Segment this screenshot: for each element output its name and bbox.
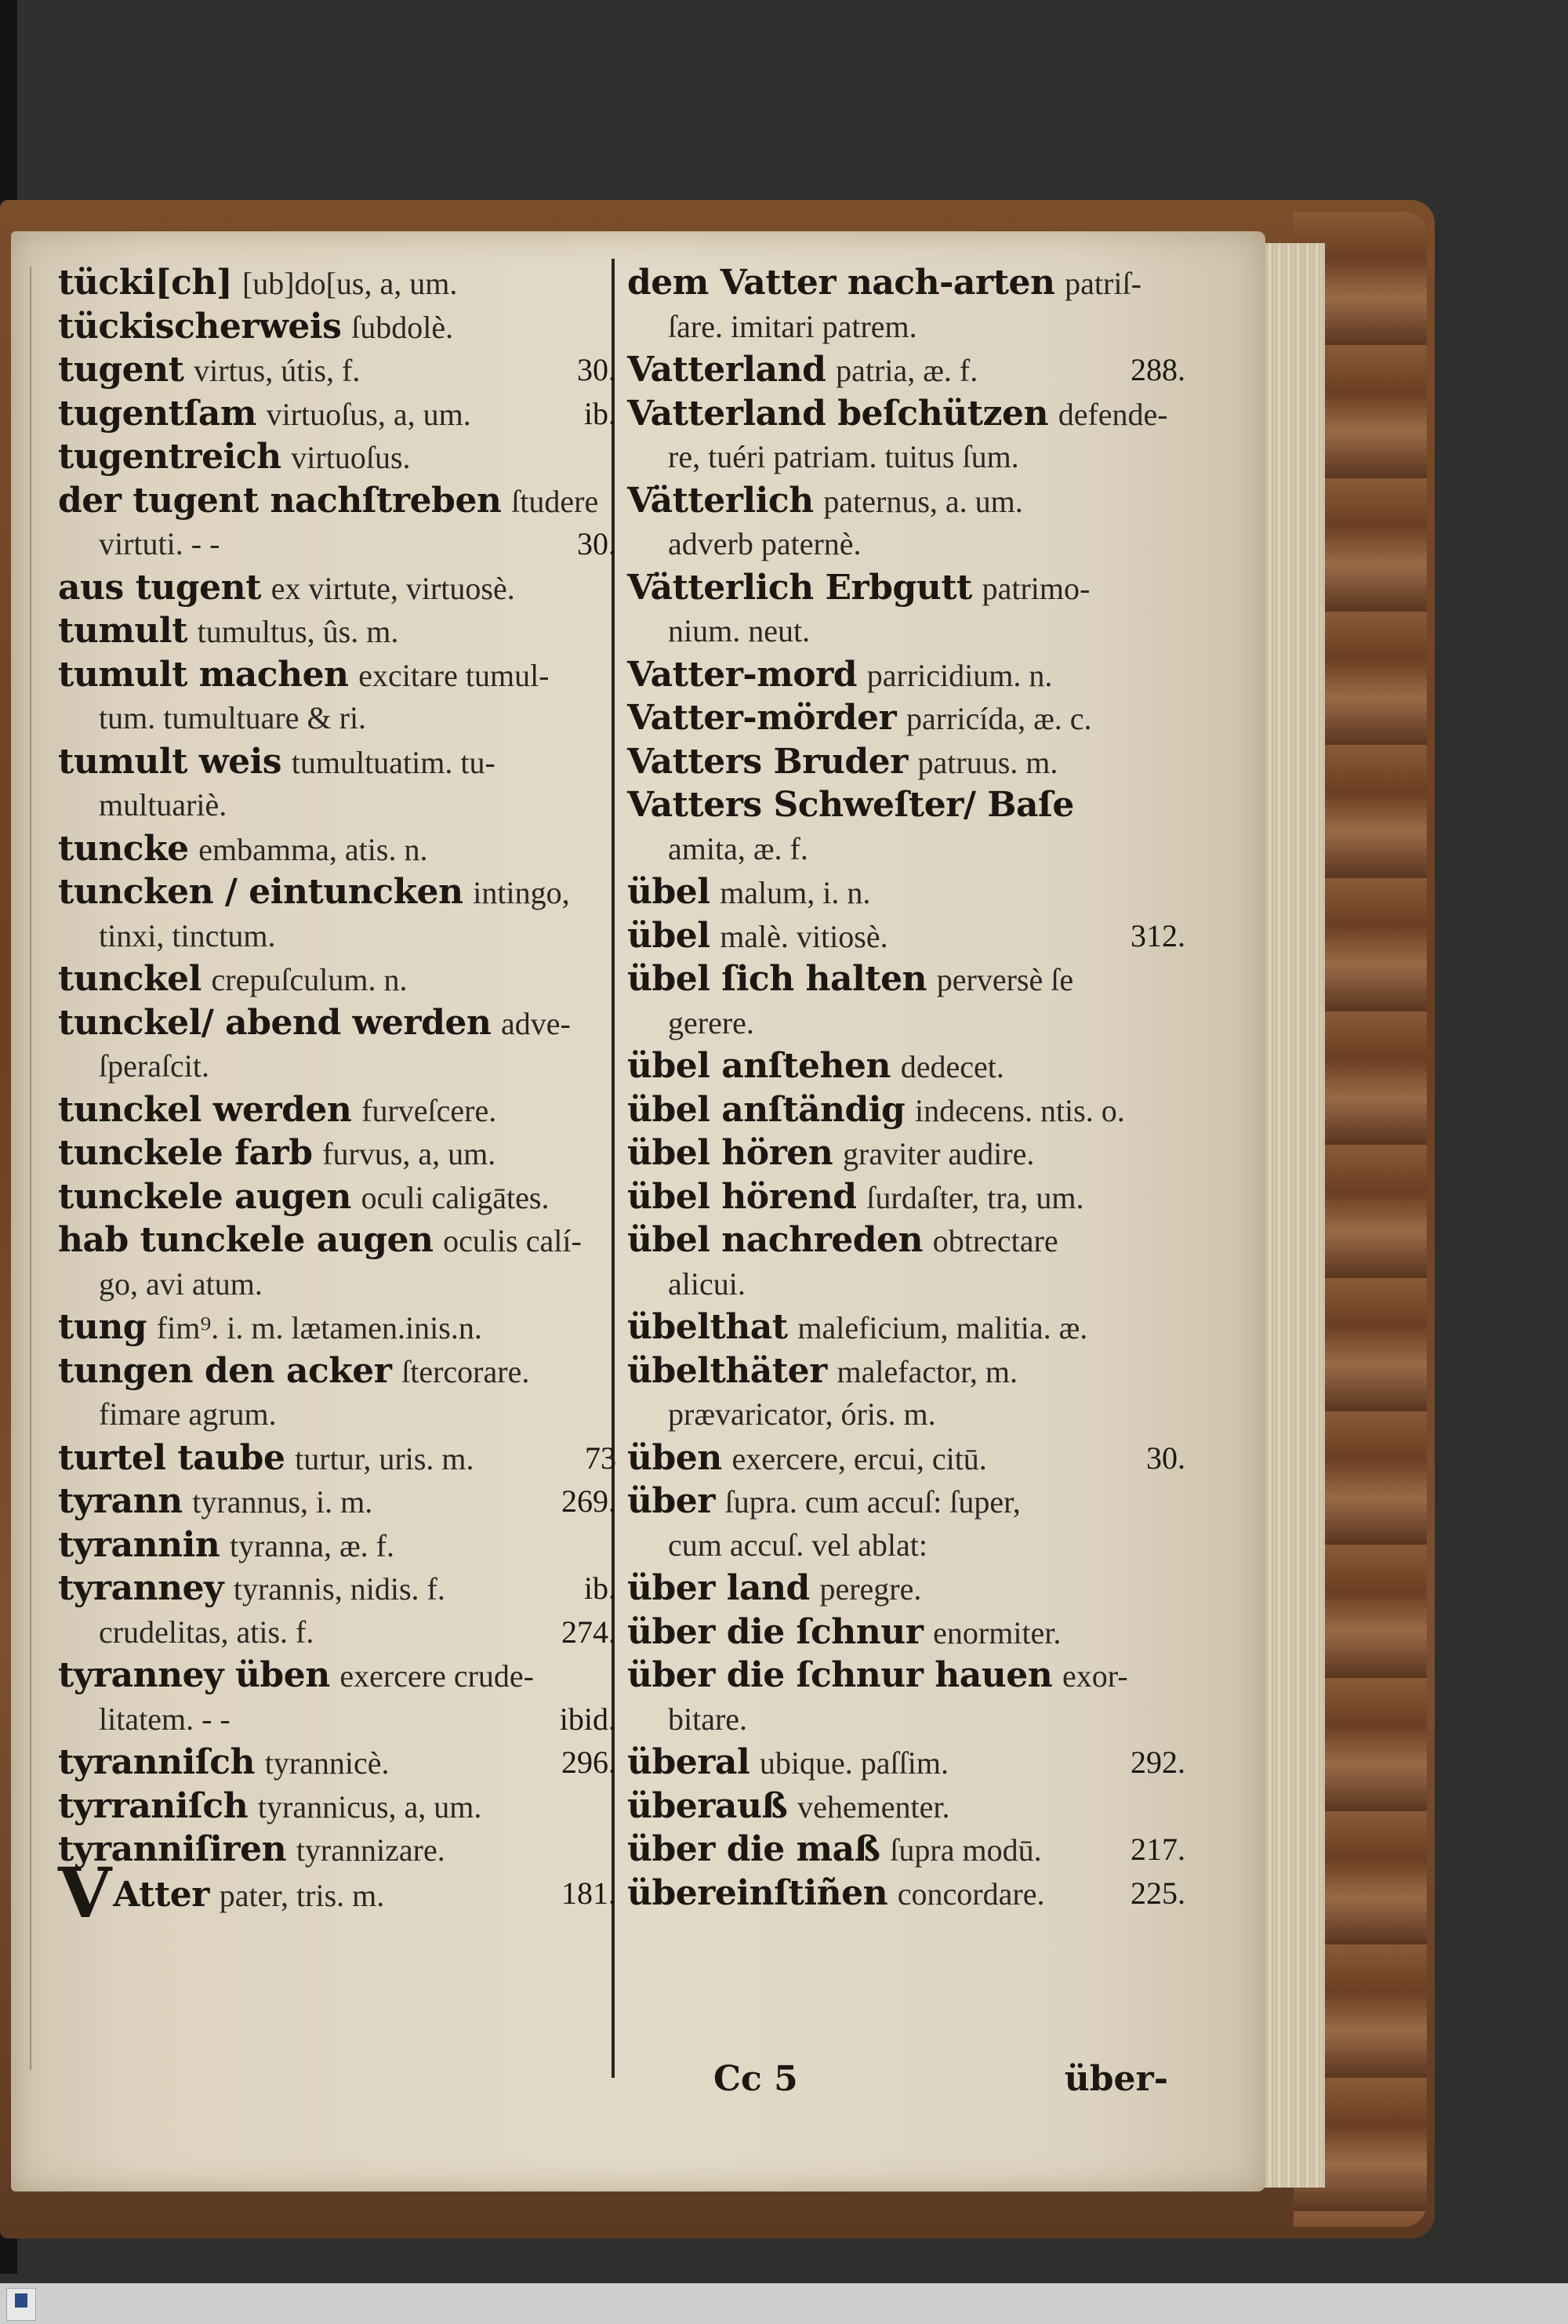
page-reference: 181. [561,1875,616,1911]
page-reference: ib. [583,395,616,431]
german-headword: tumult weis [58,741,282,782]
german-headword: überauß [627,1785,788,1826]
dictionary-entry [58,1610,622,1654]
latin-gloss: ſtudere [511,483,599,519]
dictionary-entry [627,1567,1192,1610]
catchword: über- [1064,2059,1168,2099]
german-headword: tunckele farb [58,1133,313,1173]
page-reference: 73 [585,1440,616,1476]
german-headword: Vatters Schweſter/ Baſe [627,785,1074,825]
latin-gloss: cum accuſ. vel ablat: [668,1527,927,1563]
page-reference: 217. [1131,1832,1185,1867]
german-headword: übel hören [627,1133,833,1173]
latin-gloss: tyrannizare. [296,1832,445,1868]
german-headword: übel nachreden [627,1220,923,1260]
latin-gloss: adverb paternè. [668,526,862,561]
german-headword: tunckel werden [58,1089,352,1130]
german-headword: über die maß [627,1829,880,1869]
dictionary-entry [627,522,1192,566]
latin-gloss: gerere. [668,1004,754,1040]
german-headword: dem Vatter nach-arten [627,263,1055,303]
page-reference: 269. [561,1483,616,1519]
latin-gloss: [ub]do[us, a, um. [241,266,458,301]
dictionary-entry [58,305,622,349]
german-headword: tyranney [58,1568,224,1608]
dictionary-entry [627,609,1192,653]
dictionary-entry [58,740,622,784]
latin-gloss: excitare tumul- [358,657,550,693]
dictionary-entry [58,1741,622,1785]
dictionary-entry [58,609,622,653]
dictionary-entry [58,1393,622,1436]
latin-gloss: malum, i. n. [720,875,871,910]
dictionary-entry [627,1262,1192,1306]
page-reference: ibid. [559,1701,616,1737]
german-headword: tyrann [58,1481,183,1521]
latin-gloss: ex virtute, virtuosè. [270,570,515,606]
latin-gloss: ubique. paſſim. [759,1745,949,1781]
latin-gloss: dedecet. [900,1049,1004,1084]
page-reference: 288. [1131,352,1185,387]
dictionary-entry [58,1262,622,1306]
latin-gloss: oculi caligātes. [361,1179,550,1215]
german-headword: Vatterland [627,350,826,390]
dictionary-entry [627,479,1192,523]
dictionary-entry [627,566,1192,610]
german-headword: übel hörend [627,1176,857,1217]
german-headword: tuncken / eintuncken [58,872,463,912]
dictionary-entry [627,1305,1192,1349]
german-headword: tugentreich [58,437,281,477]
dictionary-entry [627,653,1192,697]
latin-gloss: go, avi atum. [99,1265,263,1302]
german-headword: übereinſtiñen [627,1872,888,1913]
dictionary-entry [627,914,1192,958]
dictionary-entry [627,783,1192,827]
page-reference: 292. [1131,1745,1185,1780]
dictionary-entry [627,1480,1192,1523]
dictionary-entry [58,1088,622,1132]
german-headword: der tugent nachſtreben [58,480,502,521]
german-headword: tungen den acker [58,1350,392,1391]
dictionary-entry [627,392,1192,436]
dictionary-entry [627,1698,1192,1741]
dictionary-entry [627,1044,1192,1088]
latin-gloss: multuariè. [99,787,227,822]
latin-gloss: tinxi, tinctum. [99,917,276,953]
latin-gloss: adve- [501,1005,571,1041]
latin-gloss: ſupra. cum accuſ: ſuper, [724,1484,1021,1520]
german-headword: übel anſtändig [627,1089,906,1130]
german-headword: tunckel/ abend werden [58,1002,492,1043]
dictionary-entry [627,305,1192,349]
latin-gloss: exor- [1062,1658,1128,1694]
latin-gloss: ſubdolè. [351,309,454,345]
latin-gloss: turtur, uris. m. [295,1440,474,1476]
dictionary-entry [58,957,622,1001]
dictionary-entry [627,1741,1192,1785]
dictionary-entry [627,1610,1192,1654]
dictionary-entry [627,827,1192,871]
dictionary-entry [627,1001,1192,1045]
german-headword: Vatter-mord [627,654,858,695]
german-headword: über [627,1481,715,1521]
latin-gloss: defende- [1058,396,1168,432]
dictionary-entry [627,1523,1192,1567]
latin-gloss: patriſ- [1065,266,1142,301]
latin-gloss: nium. neut. [668,613,811,648]
latin-gloss: virtus, útis, f. [194,353,361,388]
latin-gloss: concordare. [897,1876,1045,1912]
german-headword: über die ſchnur [627,1611,924,1652]
latin-gloss: virtuoſus, a, um. [266,396,471,432]
german-headword: über die ſchnur hauen [627,1655,1053,1695]
dictionary-entry [58,1001,622,1045]
latin-gloss: amita, æ. f. [668,830,808,866]
dictionary-entry [627,1785,1192,1828]
german-headword: tumult [58,611,187,651]
latin-gloss: ſupra modū. [890,1832,1042,1868]
latin-gloss: malefactor, m. [837,1353,1018,1389]
section-initial: V [58,1851,112,1934]
latin-gloss: ſperaſcit. [99,1048,210,1084]
dictionary-entry [627,1828,1192,1872]
dictionary-entry [58,1349,622,1393]
right-column [627,261,1192,1915]
german-headword: Vätterlich Erbgutt [627,567,972,608]
latin-gloss: pater, tris. m. [219,1877,385,1913]
dictionary-entry [58,827,622,871]
latin-gloss: bitare. [668,1701,748,1737]
dictionary-entry [58,870,622,914]
background-top [0,0,1568,212]
dictionary-entry [627,740,1192,784]
dictionary-entry [627,870,1192,914]
page-reference: ib. [583,1571,616,1606]
dictionary-entry [627,1218,1192,1262]
latin-gloss: virtuti. - - [99,526,220,561]
left-column [58,261,622,1934]
latin-gloss: tyranna, æ. f. [230,1527,394,1563]
latin-gloss: patruus. m. [917,744,1058,780]
dictionary-entry [58,1218,622,1262]
dictionary-entry [58,1785,622,1828]
dictionary-entry [58,653,622,697]
german-headword: tuncke [58,828,189,869]
left-margin-rule [30,267,31,2070]
dictionary-entry [58,435,622,479]
latin-gloss: virtuoſus. [291,440,411,475]
latin-gloss: re, tuéri patriam. tuitus ſum. [668,439,1019,474]
page-reference: 30. [577,526,616,561]
latin-gloss: prævaricator, óris. m. [668,1396,936,1432]
latin-gloss: patrimo- [982,570,1091,606]
latin-gloss: exercere, ercui, citū. [731,1440,987,1476]
dictionary-entry [58,566,622,610]
latin-gloss: embamma, atis. n. [198,831,428,867]
german-headword: tyranniſiren [58,1829,287,1869]
latin-gloss: tumultus, ûs. m. [197,614,399,649]
dictionary-entry [58,1654,622,1698]
dictionary-entry [58,914,622,958]
latin-gloss: paternus, a. um. [823,483,1023,519]
dictionary-entry [58,1480,622,1523]
dictionary-entry [627,696,1192,740]
dictionary-entry [58,1044,622,1088]
dictionary-entry [627,435,1192,479]
latin-gloss: parricidium. n. [866,657,1053,693]
german-headword: Vatters Bruder [627,741,908,782]
dictionary-entry [58,348,622,392]
latin-gloss: oculis calí- [443,1223,582,1258]
page-footer [627,2059,1192,2106]
page-reference: 30. [577,352,616,387]
german-headword: tückischerweis [58,306,342,347]
dictionary-entry [627,1175,1192,1219]
latin-gloss: tumultuatim. tu- [291,744,495,780]
german-headword: turtel taube [58,1437,285,1478]
viewer-footer-bar [0,2283,1568,2324]
german-headword: tumult machen [58,654,349,695]
latin-gloss: patria, æ. f. [836,353,978,388]
dictionary-entry [627,1088,1192,1132]
dictionary-entry [58,261,622,305]
german-headword: tücki[ch] [58,263,233,303]
latin-gloss: fim⁹. i. m. lætamen.inis.n. [156,1310,482,1345]
dictionary-entry [627,1872,1192,1915]
german-headword: Vätterlich [627,480,814,521]
dictionary-entry [58,696,622,740]
dictionary-entry [58,783,622,827]
latin-gloss: fimare agrum. [99,1396,277,1432]
german-headword: überal [627,1742,750,1782]
dictionary-entry [627,261,1192,305]
german-headword: über land [627,1568,810,1608]
german-headword: übelthat [627,1307,788,1347]
german-headword: tugentſam [58,393,256,434]
dictionary-entry [627,1131,1192,1175]
dictionary-entry [58,1523,622,1567]
page-reference: 274. [561,1614,616,1650]
german-headword: tyrraniſch [58,1785,249,1826]
german-headword: tyrannin [58,1524,220,1565]
latin-gloss: furveſcere. [361,1092,497,1128]
latin-gloss: tyrannicè. [264,1745,390,1781]
german-headword: übel anſtehen [627,1046,891,1086]
page-reference: 312. [1131,917,1185,953]
latin-gloss: ſtercorare. [401,1353,530,1389]
page-reference: 30. [1146,1440,1185,1476]
dictionary-entry [58,1567,622,1610]
german-headword: aus tugent [58,567,261,608]
latin-gloss: exercere crude- [339,1658,534,1694]
dictionary-entry [627,1436,1192,1480]
page-reference: 225. [1131,1875,1185,1911]
dictionary-entry [627,1349,1192,1393]
dictionary-entry [58,522,622,566]
latin-gloss: malè. vitiosè. [720,918,888,954]
german-headword: tugent [58,350,184,390]
german-headword: tunckel [58,959,201,999]
german-headword: tung [58,1307,147,1347]
latin-gloss: tum. tumultuare & ri. [99,700,367,735]
latin-gloss: tyrannis, nidis. f. [233,1571,445,1607]
german-headword: Vatterland beſchützen [627,393,1048,434]
latin-gloss: perversè ſe [936,962,1074,997]
dictionary-entry [627,1393,1192,1436]
dictionary-entry [58,1828,622,1872]
signature-mark: Cc 5 [713,2059,798,2099]
latin-gloss: tyrannus, i. m. [192,1484,373,1520]
latin-gloss: ſare. imitari patrem. [668,308,917,344]
page-reference: 296. [561,1745,616,1780]
latin-gloss: crudelitas, atis. f. [99,1614,314,1650]
dictionary-entry [627,1654,1192,1698]
dictionary-entry [58,1698,622,1741]
latin-gloss: intingo, [473,875,570,910]
latin-gloss: vehementer. [797,1788,950,1825]
latin-gloss: furvus, a, um. [322,1136,496,1171]
german-headword: tyranniſch [58,1742,255,1782]
dictionary-entry [58,392,622,436]
latin-gloss: crepuſculum. n. [211,962,408,997]
latin-gloss: indecens. ntis. o. [915,1092,1125,1128]
latin-gloss: obtrectare [932,1223,1058,1258]
dictionary-entry [627,348,1192,392]
german-headword: tyranney üben [58,1655,330,1695]
dictionary-entry [58,1175,622,1219]
dictionary-entry [58,1851,622,1934]
dictionary-entry [58,1305,622,1349]
german-headword: tunckele augen [58,1176,351,1217]
german-headword: Vatter-mörder [627,698,897,738]
library-logo-icon [6,2288,36,2321]
latin-gloss: maleficium, malitia. æ. [797,1310,1088,1345]
dictionary-entry [58,1436,622,1480]
latin-gloss: parricída, æ. c. [906,701,1092,736]
german-headword: hab tunckele augen [58,1220,434,1260]
dictionary-entry [58,479,622,523]
latin-gloss: enormiter. [933,1614,1062,1650]
latin-gloss: alicui. [668,1265,746,1302]
german-headword: übel [627,872,710,912]
german-headword: übel ſich halten [627,959,927,999]
german-headword: übelthäter [627,1350,827,1391]
dictionary-entry [627,957,1192,1001]
dictionary-entry [58,1131,622,1175]
latin-gloss: peregre. [819,1571,922,1607]
german-headword: Atter [113,1874,209,1915]
german-headword: übel [627,915,710,956]
latin-gloss: graviter audire. [843,1136,1035,1171]
latin-gloss: ſurdaſter, tra, um. [866,1179,1084,1215]
german-headword: üben [627,1437,722,1478]
latin-gloss: litatem. - - [99,1701,230,1737]
latin-gloss: tyrannicus, a, um. [257,1788,482,1825]
